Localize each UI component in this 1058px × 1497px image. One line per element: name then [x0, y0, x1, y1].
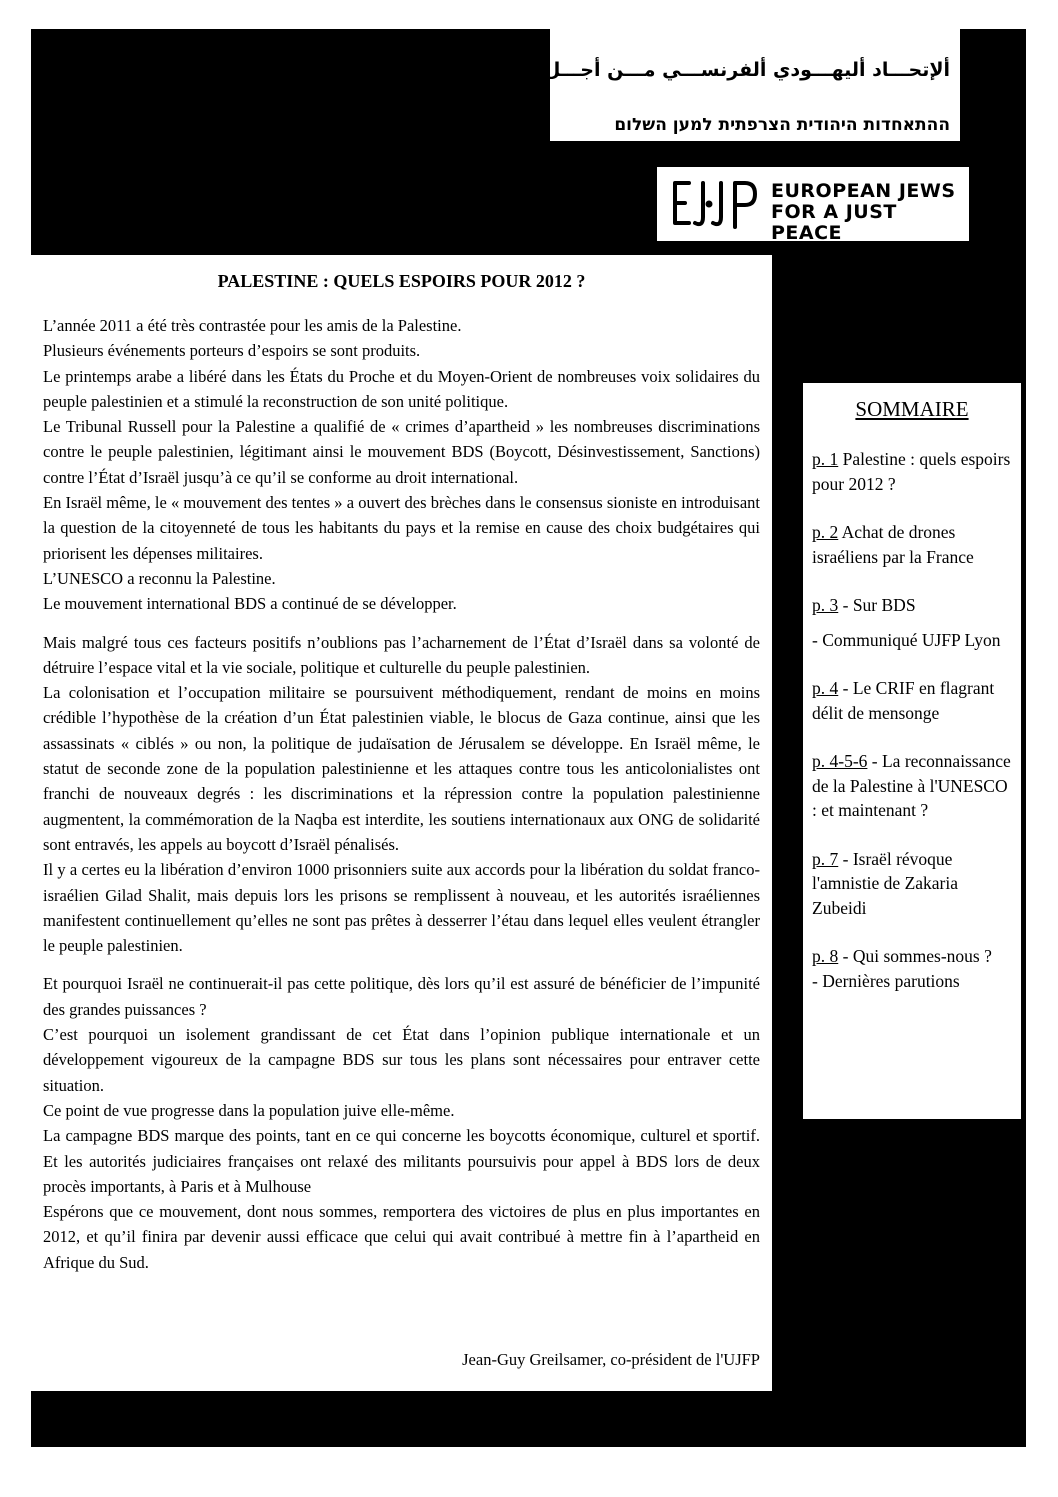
ejjp-logo-mark-icon [669, 177, 759, 231]
paragraph: Et pourquoi Israël ne continuerait-il pas cette politique, dès lors qu’il est assuré de bénéficier de l’impunité des grandes puissances ? [43, 974, 760, 1019]
logo-line-2: FOR A JUST PEACE [771, 201, 897, 244]
paragraph: Espérons que ce mouvement, dont nous sommes, remportera des victoires de plus en plus importantes en 2012, et qu’il finira par devenir aussi efficace que celui qui avait contribué à mettre fin à l’apartheid en Afrique du Sud. [43, 1202, 760, 1272]
ejjp-logo [657, 167, 969, 244]
paragraph: L’UNESCO a reconnu la Palestine. [43, 568, 276, 588]
toc-entry-text: - Le CRIF en flagrant délit de mensonge [812, 678, 995, 723]
toc-entry[interactable] [812, 944, 1012, 969]
toc-entry[interactable] [812, 847, 1012, 921]
arabic-org-name: ألإتحـــاد أليهـــودي ألفرنســـي مـــن أجـــل الســـلام [456, 59, 950, 81]
paragraph: Le Tribunal Russell pour la Palestine a qualifié de « crimes d’apartheid » les nombreuses discriminations contre le peuple palestinien, légitimant ainsi le mouvement BDS (Boycott, Désinvestissement, Sanctions) contre l’État d’Israël jusqu’à ce qu’il se conforme au droit international. [43, 417, 760, 487]
toc-entry-text: - Sur BDS [838, 595, 916, 615]
toc-entry-text: - Qui sommes-nous ? [838, 946, 992, 966]
paragraph: Ce point de vue progresse dans la population juive elle-même. [43, 1100, 455, 1120]
hebrew-org-name: ההתאחדות היהודית הצרפתית למען השלום [614, 115, 950, 135]
toc-entry-text: - La reconnaissance de la Palestine à l'UNESCO : et maintenant ? [812, 751, 1011, 820]
toc-entry[interactable] [812, 447, 1012, 496]
paragraph: En Israël même, le « mouvement des tentes » a ouvert des brèches dans le consensus sioniste en introduisant la question de la citoyenneté de tous les habitants du pays et la remise en cause des choix budgétaires qui priorisent les dépenses militaires. [43, 493, 760, 563]
article-body [43, 313, 760, 1275]
paragraph: Plusieurs événements porteurs d’espoirs se sont produits. [43, 341, 421, 361]
toc-list [812, 447, 1012, 993]
toc-entry-text: Achat de drones israéliens par la France [812, 522, 974, 567]
toc-entry-text: - Israël révoque l'amnistie de Zakaria Zubeidi [812, 848, 959, 918]
toc-page-link[interactable]: p. 4-5-6 [812, 751, 868, 771]
toc-subentry: - Dernières parutions [812, 970, 960, 991]
paragraph: La colonisation et l’occupation militaire se poursuivent méthodiquement, rendant de moins en moins crédible l’hypothèse de la création d’un État palestinien viable, le blocus de Gaza continue, ainsi que les assassinats « ciblés » ou non, la politique de judaïsation de Jérusalem se développe. En Israël même, le statut de seconde zone de la population palestinienne et les attaques contre tous les anticolonialistes ont franchi de nouveaux degrés : les discriminations et la répression contre la population palestinienne augmentent, la commémoration de la Naqba est interdite, les soutiens internationaux aux ONG de solidarité sont entravés, les appels au boycott d’Israël pénalisés. [43, 683, 760, 854]
toc-entry[interactable] [812, 749, 1012, 823]
toc-page-link[interactable]: p. 1 [812, 449, 839, 469]
paragraph: Le mouvement international BDS a continué de se développer. [43, 594, 457, 614]
article-title: PALESTINE : QUELS ESPOIRS POUR 2012 ? [217, 271, 586, 291]
paragraph: La campagne BDS marque des points, tant en ce qui concerne les boycotts économique, culturel et sportif. Et les autorités judiciaires françaises ont relaxé des militants poursuivis pour appel à BDS lors de deux procès importants, à Paris et à Mulhouse [43, 1126, 760, 1196]
toc-title: SOMMAIRE [855, 397, 969, 421]
article-signature: Jean-Guy Greilsamer, co-président de l'UJFP [462, 1350, 760, 1369]
paragraph: Il y a certes eu la libération d’environ 1000 prisonniers suite aux accords pour la libération du soldat franco-israélien Gilad Shalit, mais depuis lors les prisons se remplissent à nouveau, et les autorités israéliennes manifestent continuellement qu’elles ne sont pas prêtes à desserrer l’étau dans lequel elles veulent étrangler le peuple palestinien. [43, 860, 760, 956]
paragraph: Le printemps arabe a libéré dans les États du Proche et du Moyen-Orient de nombreuses voix solidaires du peuple palestinien et a stimulé la reconstruction de son unité politique. [43, 366, 760, 411]
org-name-box [456, 29, 960, 141]
paragraph: C’est pourquoi un isolement grandissant de cet État dans l’opinion publique internationale et un développement vigoureux de la campagne BDS sur tous les plans sont nécessaires pour entraver cette situation. [43, 1025, 760, 1095]
article-panel [31, 255, 772, 1391]
logo-wordmark [771, 181, 969, 244]
paragraph: L’année 2011 a été très contrastée pour les amis de la Palestine. [43, 316, 462, 335]
toc-page-link[interactable]: p. 7 [812, 848, 839, 869]
toc-page-link[interactable]: p. 3 [812, 595, 839, 615]
table-of-contents [803, 383, 1021, 1119]
toc-entry[interactable] [812, 593, 1012, 618]
toc-subentry: - Communiqué UJFP Lyon [812, 629, 1001, 650]
toc-page-link[interactable]: p. 4 [812, 678, 839, 698]
toc-entry[interactable] [812, 520, 1012, 569]
toc-page-link[interactable]: p. 8 [812, 946, 839, 966]
toc-entry[interactable] [812, 676, 1012, 725]
logo-line-1: EUROPEAN JEWS [771, 180, 956, 202]
paragraph: Mais malgré tous ces facteurs positifs n’oublions pas l’acharnement de l’État d’Israël dans sa volonté de détruire l’espace vital et la vie sociale, politique et culturelle du peuple palestinien. [43, 632, 760, 677]
toc-entry-text: Palestine : quels espoirs pour 2012 ? [812, 449, 1011, 494]
toc-page-link[interactable]: p. 2 [812, 522, 839, 542]
